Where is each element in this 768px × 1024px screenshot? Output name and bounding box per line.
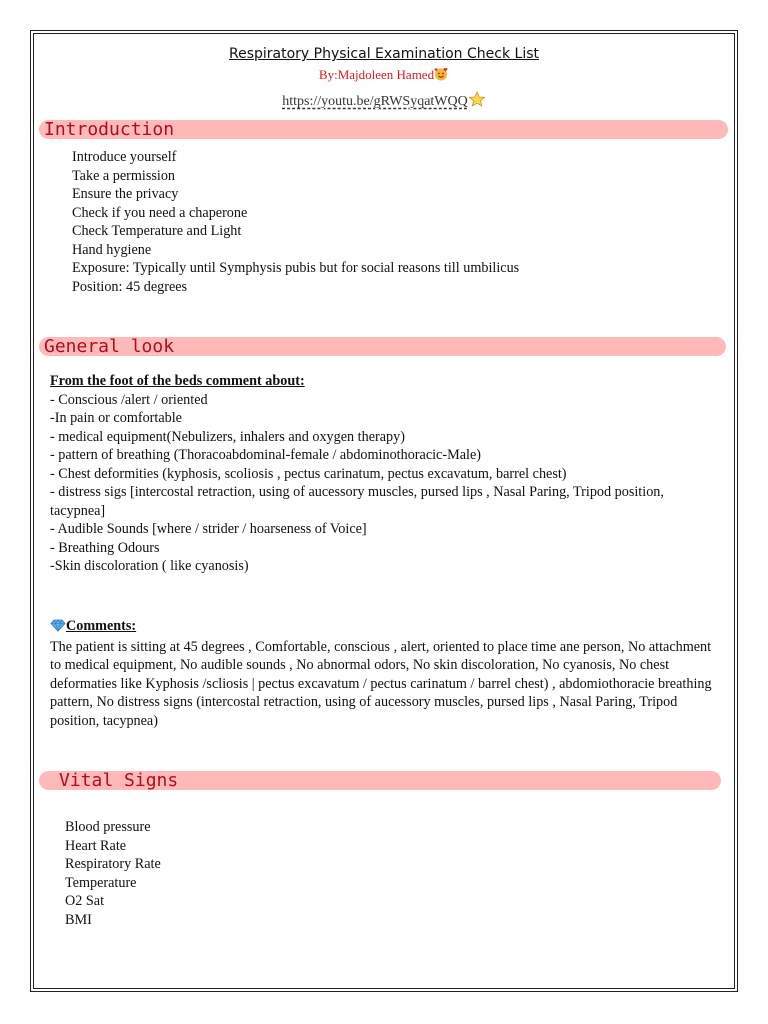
document-title: Respiratory Physical Examination Check List bbox=[228, 46, 539, 62]
vital-signs-list bbox=[65, 818, 161, 929]
list-item: Check if you need a chaperone bbox=[72, 204, 248, 221]
list-item: BMI bbox=[65, 911, 92, 928]
list-item: - pattern of breathing (Thoracoabdominal-female / abdominothoracic-Male) bbox=[50, 447, 481, 463]
introduction-list bbox=[72, 148, 519, 296]
author-line bbox=[33, 67, 735, 85]
section-heading-introduction: Introduction bbox=[39, 120, 728, 139]
list-item: Heart Rate bbox=[65, 837, 127, 854]
list-item: -In pain or comfortable bbox=[50, 410, 182, 426]
list-item: - distress sigs [intercostal retraction, using of aucessory muscles, pursed lips , Nasal Paring, Tripod position, tacypnea] bbox=[50, 484, 664, 519]
list-item: Ensure the privacy bbox=[72, 186, 179, 202]
list-item: - Breathing Odours bbox=[50, 539, 160, 556]
comments-label: Comments: bbox=[66, 618, 137, 634]
smiling-face-with-hearts-icon bbox=[434, 67, 449, 85]
section-heading-general-look: General look bbox=[39, 337, 726, 356]
author-name: By:Majdoleen Hamed bbox=[318, 67, 435, 82]
list-item: -Skin discoloration ( like cyanosis) bbox=[50, 558, 249, 574]
list-item: Blood pressure bbox=[65, 819, 151, 835]
list-item: - medical equipment(Nebulizers, inhalers and oxygen therapy) bbox=[50, 428, 405, 445]
video-link-line bbox=[33, 91, 735, 112]
general-look-list bbox=[50, 372, 710, 576]
comments-block bbox=[50, 617, 716, 730]
list-item: - Conscious /alert / oriented bbox=[50, 391, 208, 408]
list-item: Take a permission bbox=[72, 167, 176, 184]
video-link[interactable]: https://youtu.be/gRWSyqatWQQ bbox=[282, 94, 468, 109]
comments-text: The patient is sitting at 45 degrees , Comfortable, conscious , alert, oriented to place time ane person, No attachment to medical equipment, No audible sounds , No abnormal odors, No skin discoloration, No cyanosis, No chest deformaties like Kyphosis /scliosis | pectus excavatum / pectus carinatum / barrel chest) , abdomiothoracie breathing pattern, No distress signs (intercostal retraction, using of aucessory muscles, pursed lips , Nasal Paring, Tripod position, tacypnea) bbox=[50, 638, 712, 729]
comments-heading bbox=[50, 617, 716, 638]
list-item: Temperature bbox=[65, 874, 137, 891]
list-item: Respiratory Rate bbox=[65, 856, 161, 872]
list-item: Check Temperature and Light bbox=[72, 223, 242, 239]
list-item: O2 Sat bbox=[65, 893, 105, 909]
list-item: Position: 45 degrees bbox=[72, 278, 188, 295]
star-icon bbox=[468, 91, 486, 112]
list-item: Exposure: Typically until Symphysis pubis but for social reasons till umbilicus bbox=[72, 260, 520, 276]
section-heading-vital-signs: Vital Signs bbox=[39, 771, 721, 790]
list-item: Hand hygiene bbox=[72, 241, 152, 258]
gem-icon bbox=[50, 619, 66, 638]
list-item: - Audible Sounds [where / strider / hoarseness of Voice] bbox=[50, 521, 367, 537]
general-look-subheading: From the foot of the beds comment about: bbox=[50, 373, 305, 389]
list-item: - Chest deformities (kyphosis, scoliosis , pectus carinatum, pectus excavatum, barrel chest) bbox=[50, 465, 567, 482]
list-item: Introduce yourself bbox=[72, 149, 177, 165]
